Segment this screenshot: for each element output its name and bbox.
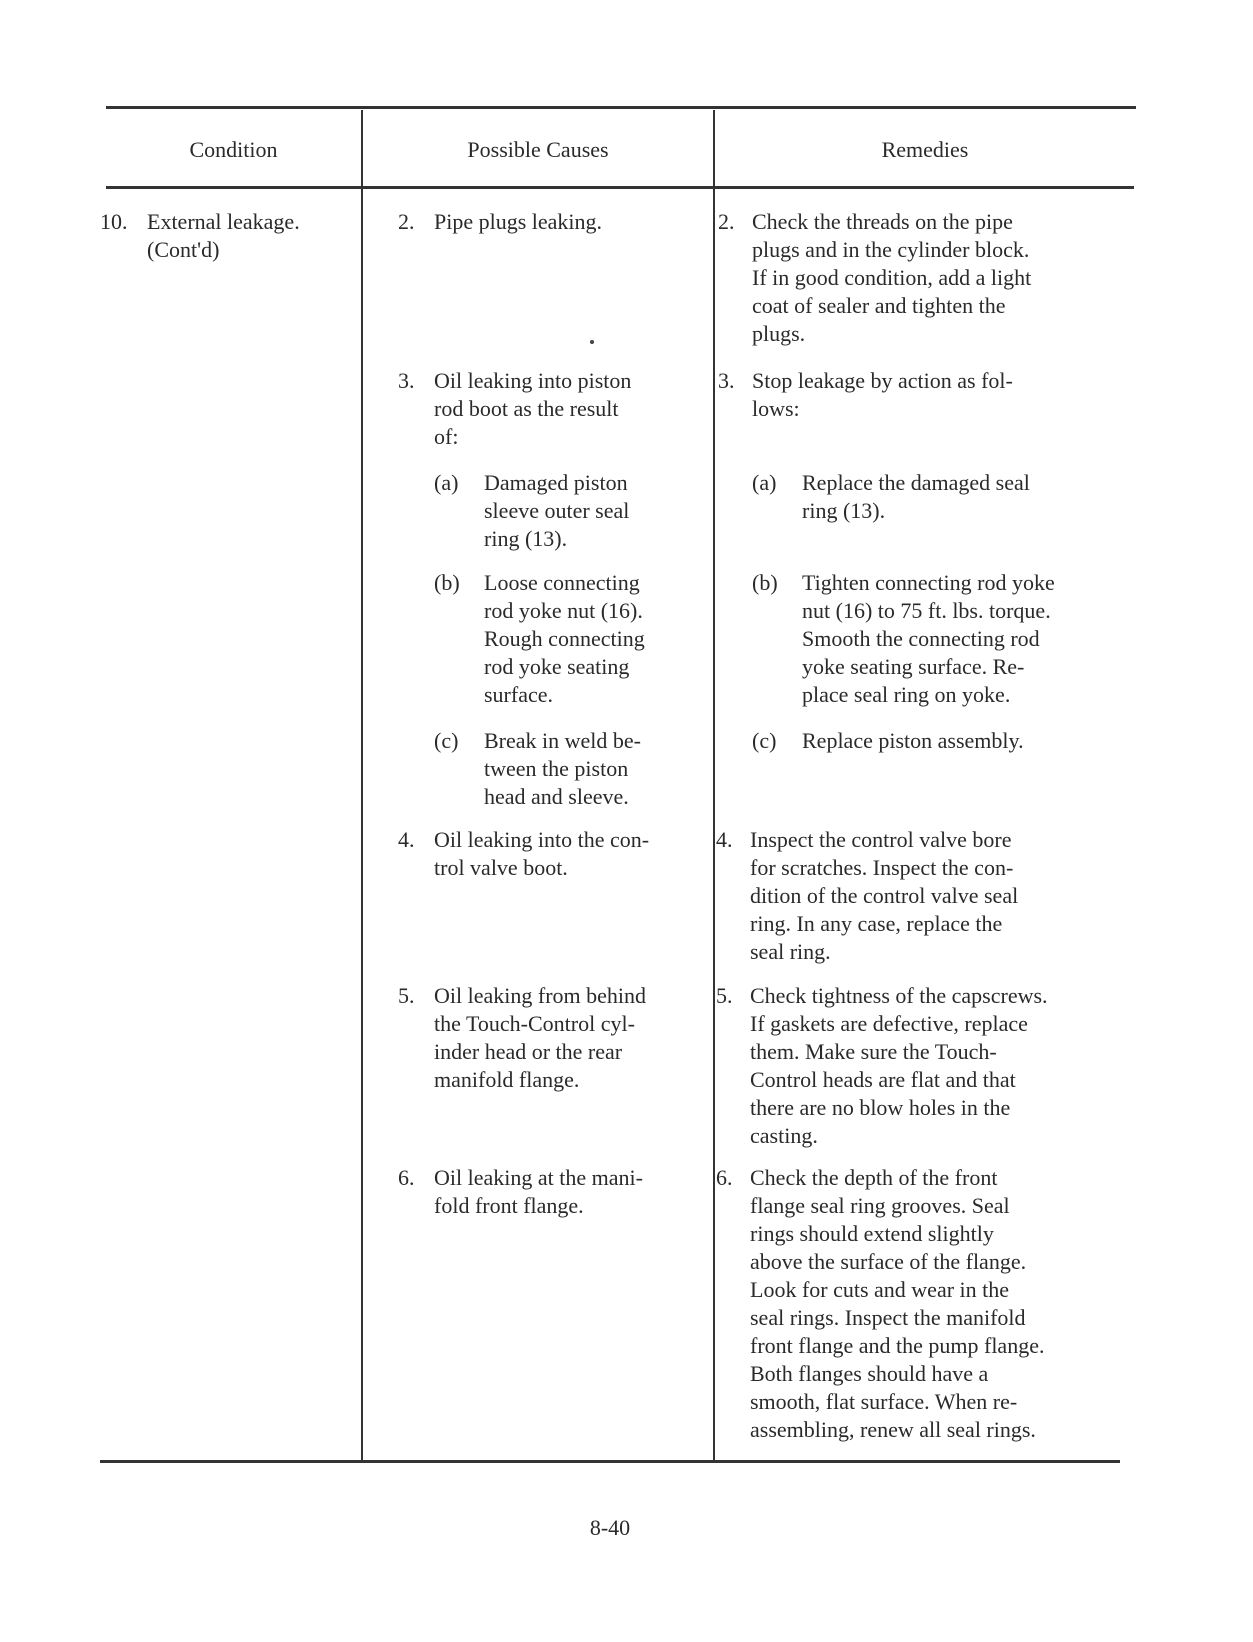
cause-text: Loose connecting rod yoke nut (16). Rough connecting rod yoke seating surface. xyxy=(484,570,645,707)
remedy-text: Stop leakage by action as fol- lows: xyxy=(752,368,1013,421)
cause-number: (b) xyxy=(434,570,460,595)
cause-item-6 xyxy=(398,1164,713,1220)
cause-item-3b xyxy=(434,569,710,709)
cause-number: 6. xyxy=(398,1165,415,1190)
remedy-text: Tighten connecting rod yoke nut (16) to 75 ft. lbs. torque. Smooth the connecting rod yoke seating surface. Re- place seal ring on yoke. xyxy=(802,570,1055,707)
header-possible-causes: Possible Causes xyxy=(467,137,609,162)
cause-item-3c xyxy=(434,727,710,811)
column-divider-1 xyxy=(361,110,363,1463)
stray-mark xyxy=(590,340,594,344)
cause-number: (c) xyxy=(434,728,459,753)
remedy-number: 4. xyxy=(716,827,733,852)
remedy-number: 3. xyxy=(718,368,735,393)
remedy-item-3c xyxy=(752,727,1128,755)
header-remedies: Remedies xyxy=(881,137,969,162)
table-top-rule xyxy=(106,106,1136,109)
remedy-number: 5. xyxy=(716,983,733,1008)
cause-number: 5. xyxy=(398,983,415,1008)
cause-number: 3. xyxy=(398,368,415,393)
remedy-text: Check the depth of the front flange seal ring grooves. Seal rings should extend slightly above the surface of the flange. Look for cuts and wear in the seal rings. Inspect the manifold front flange and the pump flange. Both flanges should have a smooth, flat surface. When re- assembling, renew all seal rings. xyxy=(750,1165,1045,1442)
column-divider-2 xyxy=(713,110,715,1463)
remedy-item-3a xyxy=(752,469,1128,525)
cause-text: Pipe plugs leaking. xyxy=(434,209,603,234)
remedy-item-6 xyxy=(716,1164,1132,1444)
cause-number: (a) xyxy=(434,470,459,495)
cause-text: Oil leaking from behind the Touch-Control cyl- inder head or the rear manifold flange. xyxy=(434,983,647,1092)
cause-text: Damaged piston sleeve outer seal ring (13). xyxy=(484,470,630,551)
remedy-number: 6. xyxy=(716,1165,733,1190)
remedy-number: (b) xyxy=(752,570,778,595)
page-number: 8-40 xyxy=(589,1515,631,1540)
remedy-number: (c) xyxy=(752,728,777,753)
cause-item-2 xyxy=(398,208,710,236)
cause-item-3a xyxy=(434,469,710,553)
cause-number: 4. xyxy=(398,827,415,852)
remedy-text: Replace piston assembly. xyxy=(802,728,1024,753)
condition-entry xyxy=(100,208,355,264)
remedy-text: Check the threads on the pipe plugs and in the cylinder block. If in good condition, add a light coat of sealer and tighten the plugs. xyxy=(752,209,1032,346)
cause-item-3 xyxy=(398,367,710,451)
remedy-text: Replace the damaged seal ring (13). xyxy=(802,470,1030,523)
table-bottom-rule xyxy=(100,1460,1120,1463)
cause-item-4 xyxy=(398,826,713,882)
cause-text: Oil leaking at the mani- fold front flange. xyxy=(434,1165,643,1218)
remedy-item-2 xyxy=(718,208,1128,348)
remedy-item-5 xyxy=(716,982,1132,1150)
cause-number: 2. xyxy=(398,209,415,234)
cause-item-5 xyxy=(398,982,713,1094)
cause-text: Break in weld be- tween the piston head and sleeve. xyxy=(484,728,641,809)
table-header-rule xyxy=(106,186,1134,189)
cause-text: Oil leaking into the con- trol valve boot. xyxy=(434,827,650,880)
remedy-text: Check tightness of the capscrews. If gaskets are defective, replace them. Make sure the Touch- Control heads are flat and that there are no blow holes in the casting. xyxy=(750,983,1048,1148)
condition-text: External leakage. (Cont'd) xyxy=(147,209,300,262)
remedy-item-3b xyxy=(752,569,1128,709)
remedy-number: (a) xyxy=(752,470,777,495)
remedy-number: 2. xyxy=(718,209,735,234)
remedy-item-4 xyxy=(716,826,1132,966)
condition-number: 10. xyxy=(100,209,128,234)
remedy-text: Inspect the control valve bore for scratches. Inspect the con- dition of the control valve seal ring. In any case, replace the seal ring. xyxy=(750,827,1019,964)
remedy-item-3 xyxy=(718,367,1128,423)
header-condition: Condition xyxy=(189,137,278,162)
cause-text: Oil leaking into piston rod boot as the result of: xyxy=(434,368,632,449)
